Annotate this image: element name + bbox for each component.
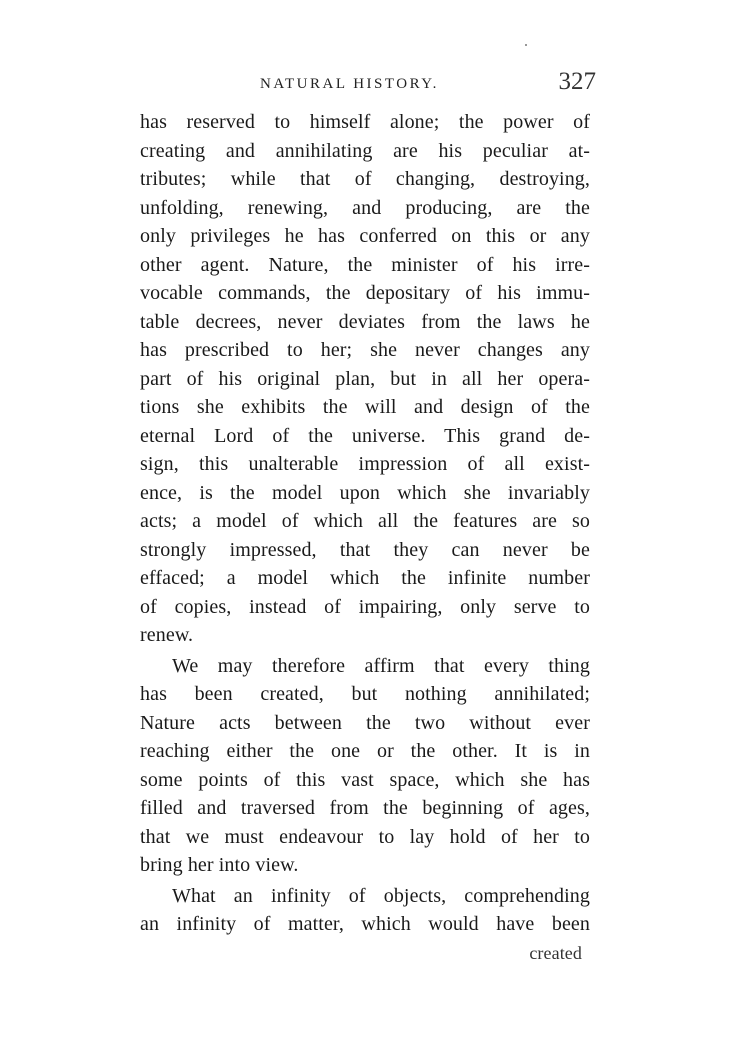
paragraph — [140, 882, 590, 939]
text-line: What an infinity of objects, comprehending — [172, 884, 590, 907]
page-header — [145, 62, 600, 102]
page-number: 327 — [558, 68, 596, 95]
text-line: has been created, but nothing annihilated; — [140, 683, 590, 705]
ink-speck — [525, 44, 527, 46]
text-line: has reserved to himself alone; the power of — [140, 111, 590, 133]
text-line: eternal Lord of the universe. This grand de- — [140, 424, 590, 447]
text-line: only privileges he has conferred on this or any — [140, 225, 590, 247]
text-line: We may therefore affirm that every thing — [172, 654, 590, 677]
text-line: tributes; while that of changing, destroying, — [140, 168, 590, 190]
text-line: unfolding, renewing, and producing, are the — [140, 196, 590, 219]
catchword: created — [529, 942, 582, 963]
text-line: filled and traversed from the beginning of ages, — [140, 797, 590, 819]
text-line: creating and annihilating are his peculiar at- — [140, 139, 590, 162]
text-line: part of his original plan, but in all her opera- — [140, 367, 590, 390]
text-line: vocable commands, the depositary of his immu- — [140, 282, 590, 304]
text-line: some points of this vast space, which she has — [140, 768, 590, 791]
text-line: other agent. Nature, the minister of his irre- — [140, 253, 590, 276]
text-line: of copies, instead of impairing, only serve to — [140, 595, 590, 618]
text-line: strongly impressed, that they can never be — [140, 538, 590, 561]
body-text — [140, 108, 590, 967]
text-line: an infinity of matter, which would have been — [140, 913, 590, 935]
paragraph — [140, 108, 590, 650]
running-head: NATURAL HISTORY. — [260, 76, 439, 92]
text-line: that we must endeavour to lay hold of her to — [140, 825, 590, 848]
text-line: renew. — [140, 624, 194, 646]
text-line: effaced; a model which the infinite number — [140, 567, 590, 589]
text-line: sign, this unalterable impression of all exist- — [140, 453, 590, 475]
text-line: Nature acts between the two without ever — [140, 711, 590, 734]
text-line: reaching either the one or the other. It is in — [140, 740, 590, 762]
text-line: has prescribed to her; she never changes any — [140, 339, 590, 361]
text-line: acts; a model of which all the features are so — [140, 510, 590, 532]
text-line: bring her into view. — [140, 854, 299, 876]
text-line: table decrees, never deviates from the laws he — [140, 310, 590, 333]
text-line: ence, is the model upon which she invariably — [140, 481, 590, 504]
text-line: tions she exhibits the will and design of the — [140, 396, 590, 418]
paragraph — [140, 652, 590, 880]
